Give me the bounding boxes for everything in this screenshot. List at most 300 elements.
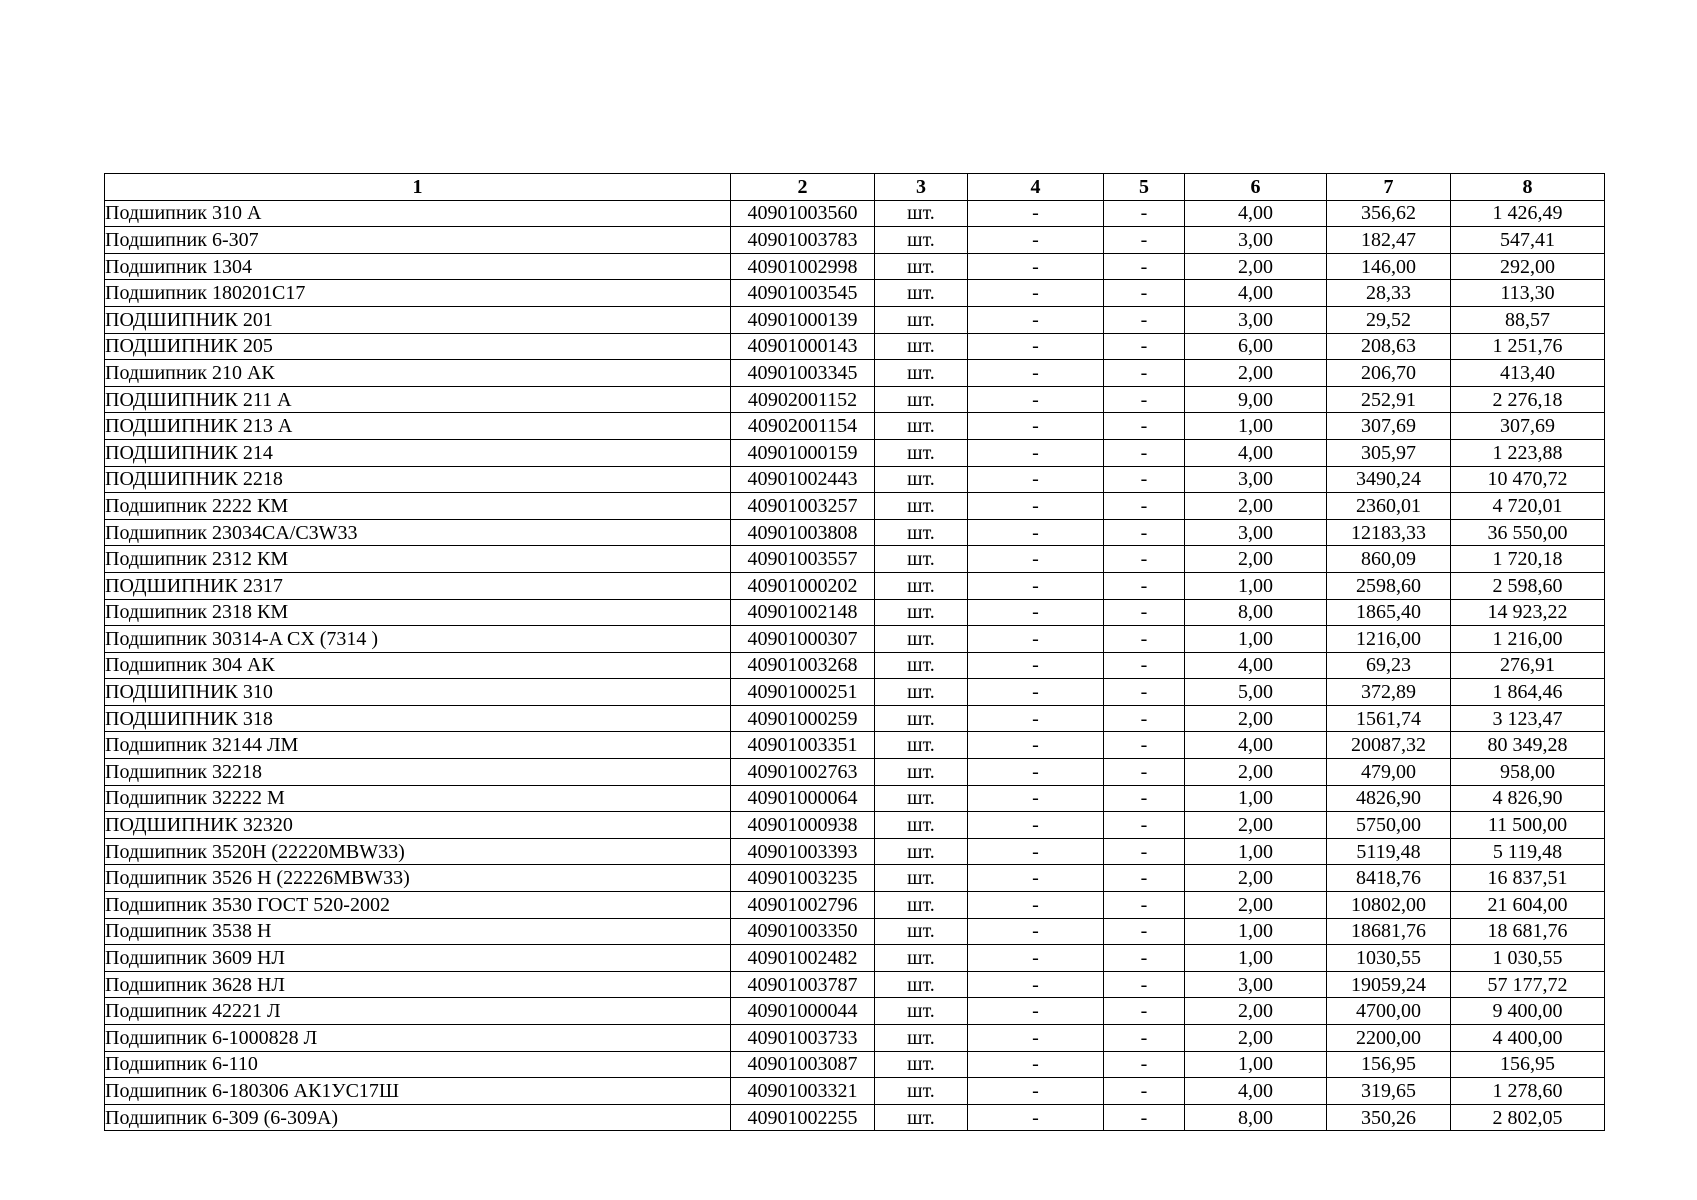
- item-sum: 11 500,00: [1451, 812, 1605, 839]
- item-name: Подшипник 310 А: [105, 200, 731, 227]
- table-row: [105, 945, 1605, 972]
- item-price: 479,00: [1327, 759, 1451, 786]
- item-col-5: -: [1104, 1078, 1185, 1105]
- item-quantity: 2,00: [1185, 360, 1327, 387]
- item-sum: 1 216,00: [1451, 626, 1605, 653]
- item-price: 1216,00: [1327, 626, 1451, 653]
- item-sum: 57 177,72: [1451, 971, 1605, 998]
- item-sum: 113,30: [1451, 280, 1605, 307]
- item-code: 40901000044: [731, 998, 875, 1025]
- item-code: 40901000251: [731, 679, 875, 706]
- item-quantity: 6,00: [1185, 333, 1327, 360]
- item-col-5: -: [1104, 892, 1185, 919]
- item-quantity: 3,00: [1185, 227, 1327, 254]
- item-name: ПОДШИПНИК 211 А: [105, 386, 731, 413]
- header-col-4: 4: [968, 174, 1104, 201]
- item-name: Подшипник 180201С17: [105, 280, 731, 307]
- item-sum: 292,00: [1451, 253, 1605, 280]
- table-row: [105, 652, 1605, 679]
- item-col-4: -: [968, 679, 1104, 706]
- item-name: ПОДШИПНИК 310: [105, 679, 731, 706]
- item-unit: шт.: [875, 572, 968, 599]
- item-unit: шт.: [875, 785, 968, 812]
- item-unit: шт.: [875, 1051, 968, 1078]
- item-col-5: -: [1104, 971, 1185, 998]
- table-row: [105, 466, 1605, 493]
- item-col-5: -: [1104, 333, 1185, 360]
- item-code: 40901000143: [731, 333, 875, 360]
- table-row: [105, 386, 1605, 413]
- item-quantity: 2,00: [1185, 705, 1327, 732]
- item-col-5: -: [1104, 652, 1185, 679]
- item-code: 40901003257: [731, 493, 875, 520]
- item-col-4: -: [968, 918, 1104, 945]
- item-unit: шт.: [875, 306, 968, 333]
- table-row: [105, 306, 1605, 333]
- item-unit: шт.: [875, 838, 968, 865]
- item-col-5: -: [1104, 280, 1185, 307]
- table-row: [105, 546, 1605, 573]
- item-sum: 156,95: [1451, 1051, 1605, 1078]
- item-unit: шт.: [875, 945, 968, 972]
- item-name: Подшипник 3538 Н: [105, 918, 731, 945]
- item-col-5: -: [1104, 200, 1185, 227]
- item-sum: 5 119,48: [1451, 838, 1605, 865]
- item-quantity: 2,00: [1185, 546, 1327, 573]
- item-unit: шт.: [875, 599, 968, 626]
- item-code: 40901000259: [731, 705, 875, 732]
- item-unit: шт.: [875, 227, 968, 254]
- item-col-4: -: [968, 1051, 1104, 1078]
- item-sum: 9 400,00: [1451, 998, 1605, 1025]
- item-price: 1561,74: [1327, 705, 1451, 732]
- item-unit: шт.: [875, 1078, 968, 1105]
- item-col-4: -: [968, 812, 1104, 839]
- table-row: [105, 812, 1605, 839]
- item-col-5: -: [1104, 413, 1185, 440]
- item-col-5: -: [1104, 812, 1185, 839]
- item-col-4: -: [968, 652, 1104, 679]
- item-price: 146,00: [1327, 253, 1451, 280]
- item-price: 69,23: [1327, 652, 1451, 679]
- item-col-5: -: [1104, 785, 1185, 812]
- item-unit: шт.: [875, 626, 968, 653]
- item-code: 40901003808: [731, 519, 875, 546]
- header-col-7: 7: [1327, 174, 1451, 201]
- table-row: [105, 785, 1605, 812]
- item-col-4: -: [968, 892, 1104, 919]
- item-quantity: 1,00: [1185, 626, 1327, 653]
- table-row: [105, 333, 1605, 360]
- item-col-5: -: [1104, 572, 1185, 599]
- item-col-4: -: [968, 333, 1104, 360]
- bearings-table: [104, 173, 1605, 1131]
- item-sum: 14 923,22: [1451, 599, 1605, 626]
- item-price: 19059,24: [1327, 971, 1451, 998]
- item-col-5: -: [1104, 759, 1185, 786]
- item-price: 5750,00: [1327, 812, 1451, 839]
- table-row: [105, 493, 1605, 520]
- table-row: [105, 732, 1605, 759]
- item-sum: 547,41: [1451, 227, 1605, 254]
- item-quantity: 2,00: [1185, 493, 1327, 520]
- item-code: 40902001152: [731, 386, 875, 413]
- item-price: 1030,55: [1327, 945, 1451, 972]
- item-price: 12183,33: [1327, 519, 1451, 546]
- item-quantity: 4,00: [1185, 200, 1327, 227]
- item-code: 40901000064: [731, 785, 875, 812]
- item-quantity: 9,00: [1185, 386, 1327, 413]
- item-unit: шт.: [875, 386, 968, 413]
- item-price: 5119,48: [1327, 838, 1451, 865]
- item-col-4: -: [968, 253, 1104, 280]
- item-sum: 2 598,60: [1451, 572, 1605, 599]
- table-row: [105, 705, 1605, 732]
- item-name: Подшипник 6-309 (6-309А): [105, 1104, 731, 1131]
- item-name: Подшипник 6-180306 АК1УС17Ш: [105, 1078, 731, 1105]
- item-price: 182,47: [1327, 227, 1451, 254]
- item-col-5: -: [1104, 493, 1185, 520]
- item-unit: шт.: [875, 360, 968, 387]
- item-quantity: 4,00: [1185, 1078, 1327, 1105]
- item-col-5: -: [1104, 466, 1185, 493]
- item-name: Подшипник 3530 ГОСТ 520-2002: [105, 892, 731, 919]
- table-row: [105, 439, 1605, 466]
- item-name: ПОДШИПНИК 2218: [105, 466, 731, 493]
- item-unit: шт.: [875, 865, 968, 892]
- item-col-5: -: [1104, 386, 1185, 413]
- item-code: 40901003783: [731, 227, 875, 254]
- item-price: 1865,40: [1327, 599, 1451, 626]
- item-unit: шт.: [875, 253, 968, 280]
- header-col-3: 3: [875, 174, 968, 201]
- table-row: [105, 918, 1605, 945]
- item-sum: 2 276,18: [1451, 386, 1605, 413]
- table-row: [105, 626, 1605, 653]
- item-quantity: 2,00: [1185, 253, 1327, 280]
- item-col-4: -: [968, 413, 1104, 440]
- item-code: 40901003560: [731, 200, 875, 227]
- item-name: Подшипник 3520Н (22220MBW33): [105, 838, 731, 865]
- item-col-5: -: [1104, 705, 1185, 732]
- table-row: [105, 892, 1605, 919]
- item-col-4: -: [968, 838, 1104, 865]
- item-price: 356,62: [1327, 200, 1451, 227]
- item-name: Подшипник 3526 Н (22226MBW33): [105, 865, 731, 892]
- item-name: Подшипник 30314-A CX (7314 ): [105, 626, 731, 653]
- item-sum: 1 864,46: [1451, 679, 1605, 706]
- item-sum: 36 550,00: [1451, 519, 1605, 546]
- table-row: [105, 865, 1605, 892]
- item-unit: шт.: [875, 280, 968, 307]
- item-name: Подшипник 6-1000828 Л: [105, 1025, 731, 1052]
- table-row: [105, 280, 1605, 307]
- item-unit: шт.: [875, 705, 968, 732]
- item-sum: 413,40: [1451, 360, 1605, 387]
- header-col-1: 1: [105, 174, 731, 201]
- item-col-5: -: [1104, 439, 1185, 466]
- item-name: ПОДШИПНИК 213 А: [105, 413, 731, 440]
- header-col-6: 6: [1185, 174, 1327, 201]
- item-code: 40901002255: [731, 1104, 875, 1131]
- item-sum: 1 030,55: [1451, 945, 1605, 972]
- header-col-8: 8: [1451, 174, 1605, 201]
- item-col-4: -: [968, 200, 1104, 227]
- item-name: Подшипник 1304: [105, 253, 731, 280]
- item-name: Подшипник 304 АК: [105, 652, 731, 679]
- item-name: ПОДШИПНИК 318: [105, 705, 731, 732]
- item-unit: шт.: [875, 519, 968, 546]
- item-col-4: -: [968, 546, 1104, 573]
- item-col-5: -: [1104, 732, 1185, 759]
- item-name: ПОДШИПНИК 201: [105, 306, 731, 333]
- item-price: 28,33: [1327, 280, 1451, 307]
- item-code: 40901002482: [731, 945, 875, 972]
- item-unit: шт.: [875, 439, 968, 466]
- item-col-4: -: [968, 705, 1104, 732]
- item-price: 8418,76: [1327, 865, 1451, 892]
- item-col-5: -: [1104, 945, 1185, 972]
- item-unit: шт.: [875, 732, 968, 759]
- table-row: [105, 360, 1605, 387]
- item-code: 40901003557: [731, 546, 875, 573]
- item-name: Подшипник 42221 Л: [105, 998, 731, 1025]
- item-col-4: -: [968, 466, 1104, 493]
- item-code: 40901000202: [731, 572, 875, 599]
- item-name: Подшипник 2318 КМ: [105, 599, 731, 626]
- item-col-4: -: [968, 865, 1104, 892]
- item-price: 4700,00: [1327, 998, 1451, 1025]
- item-code: 40901002443: [731, 466, 875, 493]
- item-code: 40901003321: [731, 1078, 875, 1105]
- item-quantity: 1,00: [1185, 785, 1327, 812]
- item-name: ПОДШИПНИК 32320: [105, 812, 731, 839]
- item-unit: шт.: [875, 466, 968, 493]
- item-quantity: 5,00: [1185, 679, 1327, 706]
- item-sum: 276,91: [1451, 652, 1605, 679]
- item-price: 20087,32: [1327, 732, 1451, 759]
- item-col-4: -: [968, 519, 1104, 546]
- item-sum: 80 349,28: [1451, 732, 1605, 759]
- item-sum: 3 123,47: [1451, 705, 1605, 732]
- table-row: [105, 227, 1605, 254]
- item-unit: шт.: [875, 546, 968, 573]
- item-quantity: 2,00: [1185, 759, 1327, 786]
- item-code: 40901003545: [731, 280, 875, 307]
- item-code: 40901002148: [731, 599, 875, 626]
- item-code: 40901002998: [731, 253, 875, 280]
- item-name: ПОДШИПНИК 214: [105, 439, 731, 466]
- item-sum: 1 223,88: [1451, 439, 1605, 466]
- item-col-5: -: [1104, 253, 1185, 280]
- item-col-5: -: [1104, 546, 1185, 573]
- item-sum: 18 681,76: [1451, 918, 1605, 945]
- item-price: 18681,76: [1327, 918, 1451, 945]
- item-unit: шт.: [875, 1025, 968, 1052]
- item-unit: шт.: [875, 652, 968, 679]
- item-col-4: -: [968, 572, 1104, 599]
- item-sum: 88,57: [1451, 306, 1605, 333]
- table-row: [105, 1078, 1605, 1105]
- item-name: ПОДШИПНИК 205: [105, 333, 731, 360]
- item-price: 2200,00: [1327, 1025, 1451, 1052]
- item-quantity: 3,00: [1185, 519, 1327, 546]
- item-price: 305,97: [1327, 439, 1451, 466]
- item-unit: шт.: [875, 918, 968, 945]
- item-unit: шт.: [875, 493, 968, 520]
- item-quantity: 1,00: [1185, 572, 1327, 599]
- header-col-2: 2: [731, 174, 875, 201]
- item-code: 40901003345: [731, 360, 875, 387]
- item-unit: шт.: [875, 892, 968, 919]
- item-quantity: 4,00: [1185, 652, 1327, 679]
- item-price: 860,09: [1327, 546, 1451, 573]
- item-code: 40901002763: [731, 759, 875, 786]
- item-price: 372,89: [1327, 679, 1451, 706]
- item-col-4: -: [968, 280, 1104, 307]
- item-code: 40902001154: [731, 413, 875, 440]
- item-name: ПОДШИПНИК 2317: [105, 572, 731, 599]
- table-row: [105, 1051, 1605, 1078]
- item-name: Подшипник 3628 НЛ: [105, 971, 731, 998]
- item-sum: 307,69: [1451, 413, 1605, 440]
- table-row: [105, 572, 1605, 599]
- item-col-4: -: [968, 971, 1104, 998]
- item-col-4: -: [968, 599, 1104, 626]
- item-sum: 2 802,05: [1451, 1104, 1605, 1131]
- item-col-5: -: [1104, 918, 1185, 945]
- item-code: 40901000159: [731, 439, 875, 466]
- item-unit: шт.: [875, 759, 968, 786]
- item-sum: 10 470,72: [1451, 466, 1605, 493]
- item-name: Подшипник 210 АК: [105, 360, 731, 387]
- item-unit: шт.: [875, 971, 968, 998]
- table-row: [105, 413, 1605, 440]
- item-sum: 1 720,18: [1451, 546, 1605, 573]
- table-row: [105, 971, 1605, 998]
- item-price: 2360,01: [1327, 493, 1451, 520]
- item-code: 40901000938: [731, 812, 875, 839]
- item-quantity: 2,00: [1185, 812, 1327, 839]
- item-col-4: -: [968, 493, 1104, 520]
- item-sum: 4 826,90: [1451, 785, 1605, 812]
- item-price: 208,63: [1327, 333, 1451, 360]
- item-col-5: -: [1104, 306, 1185, 333]
- item-quantity: 1,00: [1185, 838, 1327, 865]
- item-sum: 958,00: [1451, 759, 1605, 786]
- item-sum: 1 426,49: [1451, 200, 1605, 227]
- item-sum: 1 278,60: [1451, 1078, 1605, 1105]
- item-name: Подшипник 6-110: [105, 1051, 731, 1078]
- table-row: [105, 679, 1605, 706]
- item-sum: 4 720,01: [1451, 493, 1605, 520]
- item-unit: шт.: [875, 679, 968, 706]
- item-code: 40901003393: [731, 838, 875, 865]
- item-quantity: 2,00: [1185, 1025, 1327, 1052]
- item-code: 40901002796: [731, 892, 875, 919]
- item-quantity: 8,00: [1185, 1104, 1327, 1131]
- item-price: 350,26: [1327, 1104, 1451, 1131]
- item-name: Подшипник 32222 М: [105, 785, 731, 812]
- item-code: 40901003787: [731, 971, 875, 998]
- item-quantity: 3,00: [1185, 466, 1327, 493]
- item-col-5: -: [1104, 679, 1185, 706]
- item-quantity: 4,00: [1185, 439, 1327, 466]
- item-quantity: 1,00: [1185, 1051, 1327, 1078]
- item-col-5: -: [1104, 360, 1185, 387]
- item-price: 156,95: [1327, 1051, 1451, 1078]
- item-name: Подшипник 2222 КМ: [105, 493, 731, 520]
- item-code: 40901003350: [731, 918, 875, 945]
- item-quantity: 8,00: [1185, 599, 1327, 626]
- item-col-5: -: [1104, 865, 1185, 892]
- header-col-5: 5: [1104, 174, 1185, 201]
- item-quantity: 1,00: [1185, 945, 1327, 972]
- item-sum: 16 837,51: [1451, 865, 1605, 892]
- item-quantity: 3,00: [1185, 971, 1327, 998]
- item-col-4: -: [968, 945, 1104, 972]
- item-col-4: -: [968, 732, 1104, 759]
- item-price: 4826,90: [1327, 785, 1451, 812]
- item-col-5: -: [1104, 1025, 1185, 1052]
- item-col-5: -: [1104, 227, 1185, 254]
- header-row: [105, 174, 1605, 201]
- item-sum: 4 400,00: [1451, 1025, 1605, 1052]
- item-code: 40901000139: [731, 306, 875, 333]
- item-name: Подшипник 32218: [105, 759, 731, 786]
- item-col-5: -: [1104, 998, 1185, 1025]
- item-quantity: 1,00: [1185, 918, 1327, 945]
- item-col-4: -: [968, 1025, 1104, 1052]
- item-quantity: 2,00: [1185, 892, 1327, 919]
- item-price: 3490,24: [1327, 466, 1451, 493]
- item-col-5: -: [1104, 1104, 1185, 1131]
- item-price: 307,69: [1327, 413, 1451, 440]
- item-col-5: -: [1104, 838, 1185, 865]
- item-col-5: -: [1104, 599, 1185, 626]
- item-col-4: -: [968, 626, 1104, 653]
- item-quantity: 4,00: [1185, 732, 1327, 759]
- item-price: 10802,00: [1327, 892, 1451, 919]
- item-col-4: -: [968, 306, 1104, 333]
- item-quantity: 4,00: [1185, 280, 1327, 307]
- item-col-4: -: [968, 998, 1104, 1025]
- item-price: 2598,60: [1327, 572, 1451, 599]
- item-name: Подшипник 32144 ЛМ: [105, 732, 731, 759]
- table-row: [105, 1104, 1605, 1131]
- item-col-4: -: [968, 759, 1104, 786]
- item-name: Подшипник 6-307: [105, 227, 731, 254]
- item-code: 40901003351: [731, 732, 875, 759]
- item-price: 206,70: [1327, 360, 1451, 387]
- item-col-5: -: [1104, 626, 1185, 653]
- item-unit: шт.: [875, 998, 968, 1025]
- table-header: [105, 174, 1605, 201]
- item-name: Подшипник 2312 КМ: [105, 546, 731, 573]
- table-row: [105, 998, 1605, 1025]
- item-col-5: -: [1104, 1051, 1185, 1078]
- item-quantity: 2,00: [1185, 865, 1327, 892]
- item-unit: шт.: [875, 413, 968, 440]
- item-code: 40901003733: [731, 1025, 875, 1052]
- item-col-4: -: [968, 439, 1104, 466]
- table-row: [105, 253, 1605, 280]
- item-code: 40901003087: [731, 1051, 875, 1078]
- item-price: 319,65: [1327, 1078, 1451, 1105]
- item-code: 40901003268: [731, 652, 875, 679]
- table-body: [105, 200, 1605, 1131]
- item-quantity: 2,00: [1185, 998, 1327, 1025]
